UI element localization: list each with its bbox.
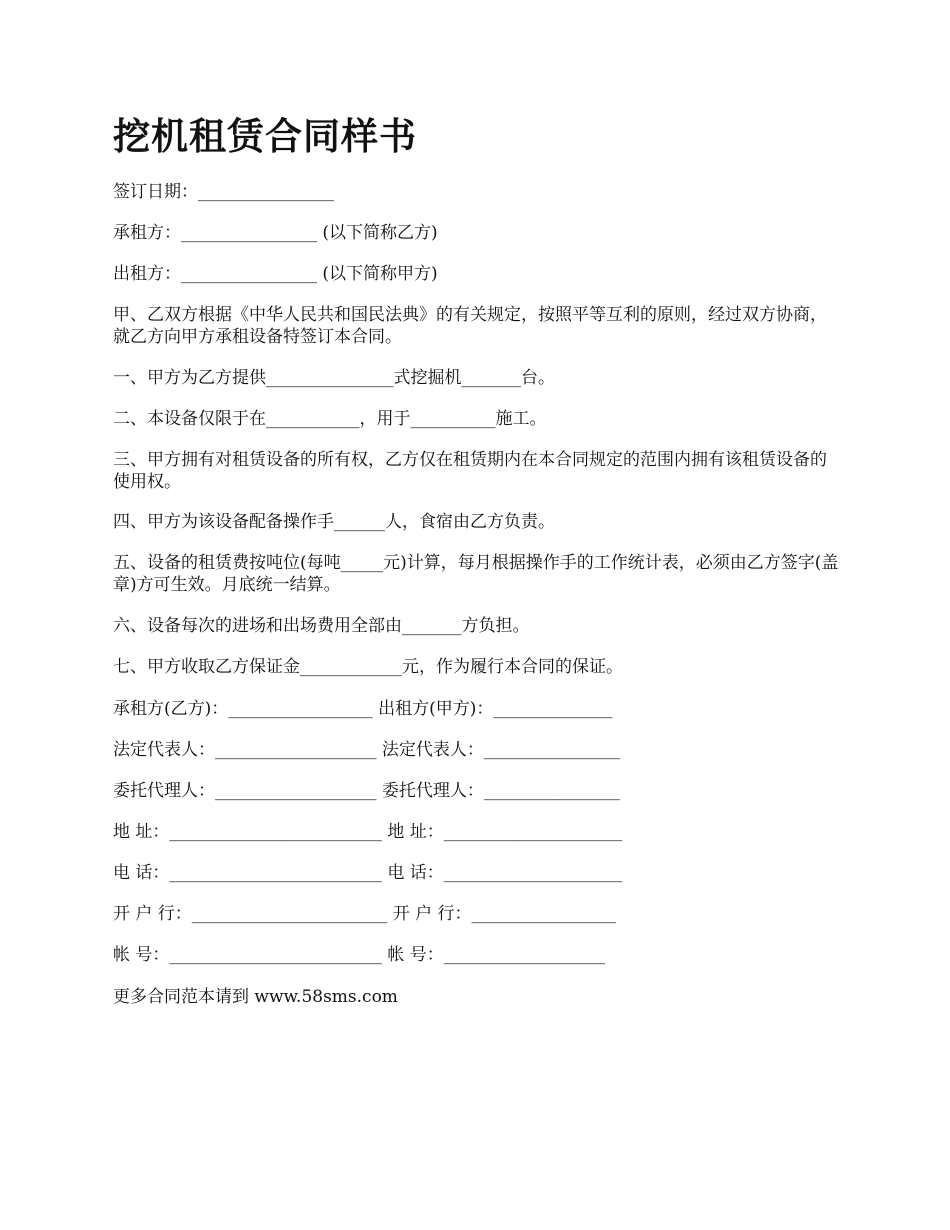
lessee-address: 地 址：_________________________ (113, 822, 382, 842)
lessee-agent: 委托代理人：___________________ (113, 781, 377, 801)
lessee-bank: 开 户 行：_______________________ (113, 904, 388, 924)
signature-row-bank (113, 903, 616, 925)
lessor-phone: 电 话：_____________________ (387, 863, 623, 883)
clause-1: 一、甲方为乙方提供_______________式挖掘机_______台。 (113, 368, 555, 388)
clause-2: 二、本设备仅限于在___________，用于__________施工。 (113, 409, 547, 429)
document-title: 挖机租赁合同样书 (113, 114, 417, 158)
signature-row-party (113, 698, 612, 720)
lessor-party-signature: 出租方(甲方)：______________ (378, 699, 613, 719)
lessor-legal-rep: 法定代表人：________________ (381, 740, 620, 760)
clause-4: 四、甲方为该设备配备操作手______人，食宿由乙方负责。 (113, 512, 555, 532)
signature-row-agent (113, 780, 620, 802)
sign-date-field: 签订日期：________________ (113, 182, 334, 202)
lessee-account: 帐 号：_________________________ (113, 945, 382, 965)
lessor-field: 出租方：________________ (以下简称甲方) (113, 264, 438, 284)
lessor-account: 帐 号：___________________ (387, 945, 606, 965)
lessor-agent: 委托代理人：________________ (381, 781, 620, 801)
signature-row-phone (113, 862, 622, 884)
clause-6: 六、设备每次的进场和出场费用全部由_______方负担。 (113, 616, 530, 636)
clause-5: 五、设备的租赁费按吨位(每吨_____元)计算，每月根据操作手的工作统计表，必须由乙方签字(盖章)方可生效。月底统一结算。 (113, 553, 839, 595)
lessee-legal-rep: 法定代表人：___________________ (113, 740, 377, 760)
lessor-bank: 开 户 行：_________________ (392, 904, 617, 924)
clause-3: 三、甲方拥有对租赁设备的所有权，乙方仅在租赁期内在本合同规定的范围内拥有该租赁设备的使用权。 (113, 450, 827, 492)
clause-7: 七、甲方收取乙方保证金____________元，作为履行本合同的保证。 (113, 657, 623, 677)
preamble-paragraph: 甲、乙双方根据《中华人民共和国民法典》的有关规定，按照平等互利的原则，经过双方协商，就乙方向甲方承租设备特签订本合同。 (113, 305, 827, 347)
footer-note: 更多合同范本请到 www.58sms.com (113, 987, 398, 1007)
lessee-party-signature: 承租方(乙方)：_________________ (113, 699, 373, 719)
lessee-phone: 电 话：_________________________ (113, 863, 382, 883)
lessor-address: 地 址：_____________________ (387, 822, 623, 842)
signature-row-address (113, 821, 622, 843)
signature-row-account (113, 944, 605, 966)
lessee-field: 承租方：________________ (以下简称乙方) (113, 223, 438, 243)
signature-row-legal-rep (113, 739, 620, 761)
